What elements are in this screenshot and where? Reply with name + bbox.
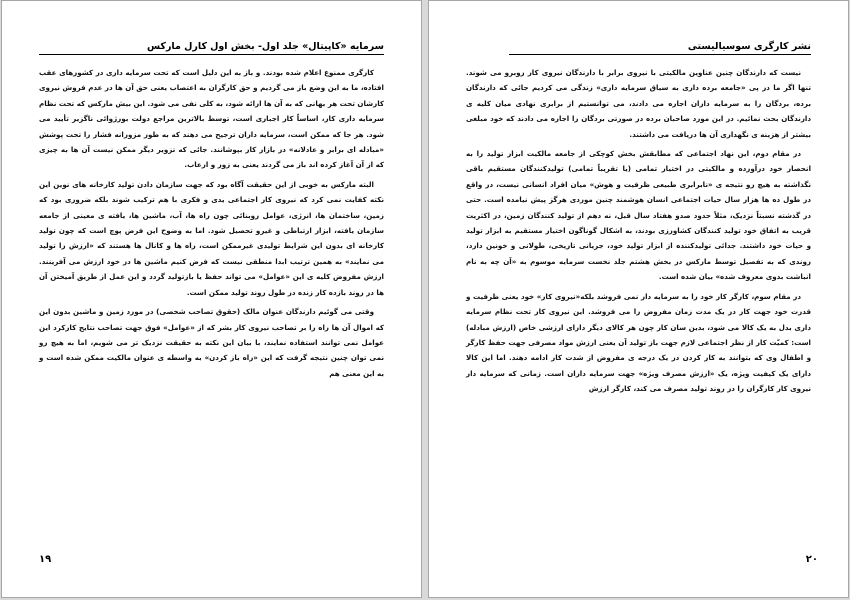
right-page: [428, 0, 849, 598]
author-name: کارل مارکس: [147, 41, 207, 52]
paragraph: در مقام دوم، این نهاد اجتماعی که مطابقش بخش کوچکی از جامعه مالکیت ابزار تولید را به انحصار خود درآورده و مالکیتی در اختیار تمامی (یا تقریباً تمامی) تولیدکنندگان مستقیم باقی نگذاشته به هیچ رو نتیجه ی «نابرابری طبیعی ظرفیت و هوش» میان افراد انسانی نیست، در واقع در طول ده ها هزار سال حیات اجتماعی انسان هوشمند چنین موردی هرگز پیش نیامده است. حتی در گذشته نسبتاً نزدیک، مثلاً حدود صدو هفتاد سال قبل، نه دهم از تولید کنندگان زمین، در اکثریت قریب به اتفاق خود تولید کنندگان کشاورزی بودند، به اشکال گوناگون اختیار مستقیم به ابزار تولید و حیات خود داشتند. جدائی تولیدکننده از ابزار تولید خود، جریانی تاریخی، طولانی و خونین دارد، روندی که به تفصیل توسط مارکس در بخش هشتم جلد نخست سرمایه موسوم به «آن چه به نام انباشت بدوی معروف شده» بیان شده است.: [466, 149, 811, 282]
book-title: سرمایه «کاپیتال» جلد اول- بخش اول: [210, 41, 384, 52]
paragraph: نیست که دارندگان چنین عناوین مالکیتی با نیروی برابر با دارندگان نیروی کار روبرو می شوند. تنها اگر ما در پی «جامعه برده داری به سیاق سرمایه داری» زندگی می کردیم جائی که دارندگان برده، بردگان را به سرمایه داران اجاره می دادند، می توانستیم از برابری نهادی میان کلیه ی دارندگان بحث نمائیم. در این مورد صاحبان برده در صورتی بردگان را اجاره می دادند که خود مبلغی بیشتر از هزینه ی نگهداری آن ها دریافت می داشتند.: [466, 68, 811, 139]
left-page: [1, 0, 422, 598]
left-page-header: [39, 38, 384, 55]
paragraph: وقتی می گوئیم دارندگان عنوان مالک (حقوق تصاحب شخصی) در مورد زمین و ماشین بدون این که اموال آن ها راه را بر تصاحب نیروی کار بشر که از «عوامل» فوق جهت تصاحب نتایج کارکرد این عوامل نمی توانند استفاده نمایند، با بیان این نکته به حقیقت نزدیک تر می شویم، اما به هیچ رو نمی توان چنین نتیجه گرفت که این «راه باز کردن» به واسطه ی عنوان مالکیت ممکن شده است و به این معنی هم: [39, 307, 384, 378]
publisher-name: نشر کارگری سوسیالیستی: [687, 41, 811, 52]
page-number: ۲۰: [805, 554, 818, 565]
right-page-body: [466, 65, 811, 401]
left-page-body: [39, 65, 384, 385]
right-page-header: [509, 38, 811, 55]
page-number: ۱۹: [39, 554, 52, 565]
paragraph: کارگری ممنوع اعلام شده بودند. و باز به این دلیل است که تحت سرمایه داری در کشورهای عقب افتاده، ما به این وضع باز می گردیم و حق کارگران به اعتصاب یعنی حق آن ها در عدم فروش نیروی کارشان تحت هر بهانی که به آن ها ارائه شود، به کلی نفی می شود. این بیش مارکس که تحت نظام سرمایه داری کار، اساساً کار اجباری است، توسط بالاترین مراجع دولت بورژوائی ناگزیر تأیید می شود. هر جا که ممکن است، سرمایه داران ترجیح می دهند که به طور مزورانه فشار را تحت پوشش «مبادله ای برابر و عادلانه» در بازار کار بپوشانند. جائی که تزویر دیگر ممکن نیست آن ها به چیزی که از آن آغاز کرده اند باز می گردند یعنی به زور و ارعاب.: [39, 68, 384, 170]
paragraph: البته مارکس به خوبی از این حقیقت آگاه بود که جهت سازمان دادن تولید کارخانه های نوین این نکته کفایت نمی کرد که نیروی کار اجتماعی یدی و فکری با هم ترکیب شوند بلکه ضروری بود که زمین، ساختمان ها، انرژی، عوامل روبنائی چون راه ها، آب، ماشین ها، یافته ی معینی از جامعه سازمان یافته، ابزار ارتباطی و غیرو تحصیل شود. اما به وضوح این فرض پوچ است که چون تولید کارخانه ای بدون این شرایط تولیدی غیرممکن است، راه ها و کانال ها هستند که «ارزش را تولید می نمایند» به همین ترتیب ابدا منطقی نیست که فرض کنیم ماشین ها در خود ارزش می آفرینند. ارزش مفروض کلیه ی این «عوامل» می تواند حفظ یا بازتولید گردد و این عمل از طریق آمیختن آن ها در روند بازده کار زنده در طول روند تولید ممکن است.: [39, 179, 384, 297]
paragraph: در مقام سوم، کارگر کار خود را به سرمایه دار نمی فروشد بلکه«نیروی کار» خود یعنی ظرفیت و قدرت خود جهت کار در یک مدت زمان مفروض را می فروشد. این نیروی کار تحت نظام سرمایه داری بدل به یک کالا می شود، بدین سان کار چون هر کالای دیگر دارای ارزشی خاص (ارزش مبادله) است: کمیّت کار از نظر اجتماعی لازم جهت باز تولید آن یعنی ارزش مواد مصرفی جهت حفظ کارگر و اطفال وی که بتوانند به کار کردن در یک درجه ی مفروض از شدت کار ادامه دهند. اما این کالا دارای یک کیفیت ویژه، یک «ارزش مصرف ویژه» جهت سرمایه داران است. زمانی که سرمایه دار نیروی کار کارگران را در روند تولید مصرف می کند، کارگر ارزش: [466, 291, 811, 394]
